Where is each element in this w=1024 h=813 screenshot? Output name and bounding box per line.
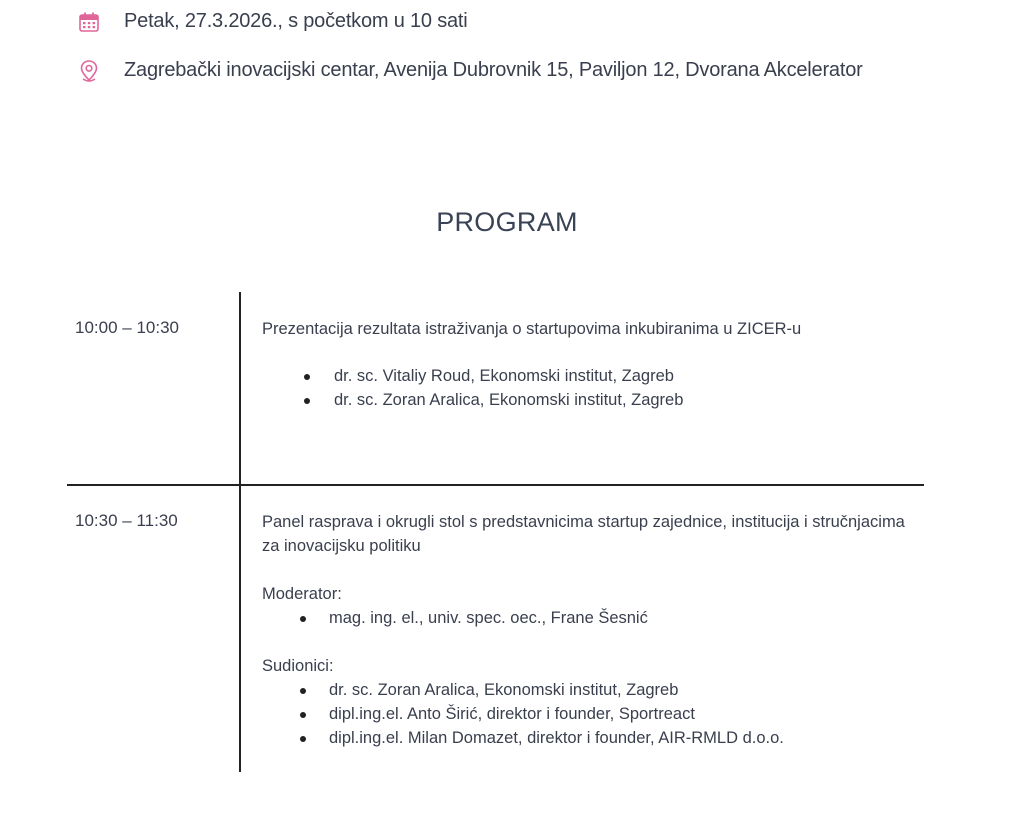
event-date-row (78, 10, 468, 33)
program-title: PROGRAM (436, 207, 578, 237)
table-divider-horizontal (67, 484, 924, 486)
participant-list (262, 678, 922, 750)
session-time: 10:30 – 11:30 (75, 511, 178, 530)
moderator-list (262, 606, 922, 630)
participant-item: dipl.ing.el. Anto Širić, direktor i founder, Sportreact (262, 702, 922, 726)
session-time: 10:00 – 10:30 (75, 318, 179, 337)
calendar-icon (78, 11, 100, 33)
participant-item: dipl.ing.el. Milan Domazet, direktor i founder, AIR-RMLD d.o.o. (262, 726, 922, 750)
event-location-row (78, 59, 863, 82)
session-title: Prezentacija rezultata istraživanja o startupovima inkubiranima u ZICER-u (262, 320, 802, 338)
event-location-text: Zagrebački inovacijski centar, Avenija Dubrovnik 15, Paviljon 12, Dvorana Akcelerator (124, 59, 863, 81)
table-divider-vertical (239, 486, 241, 772)
moderator-label: Moderator: (262, 585, 342, 603)
table-divider-vertical (239, 292, 241, 485)
speaker-item: dr. sc. Vitaliy Roud, Ekonomski institut, Zagreb (262, 364, 922, 388)
location-pin-icon (78, 60, 100, 82)
speaker-item: dr. sc. Zoran Aralica, Ekonomski institut, Zagreb (262, 388, 922, 412)
event-date-text: Petak, 27.3.2026., s početkom u 10 sati (124, 10, 468, 32)
session-details (262, 510, 922, 750)
participant-item: dr. sc. Zoran Aralica, Ekonomski institut, Zagreb (262, 678, 922, 702)
session-details (262, 317, 922, 412)
moderator-item: mag. ing. el., univ. spec. oec., Frane Šesnić (262, 606, 922, 630)
participants-label: Sudionici: (262, 657, 334, 675)
speaker-list (262, 364, 922, 412)
session-title: Panel rasprava i okrugli stol s predstavnicima startup zajednice, institucija i stručnjacima za inovacijsku politiku (262, 513, 905, 555)
